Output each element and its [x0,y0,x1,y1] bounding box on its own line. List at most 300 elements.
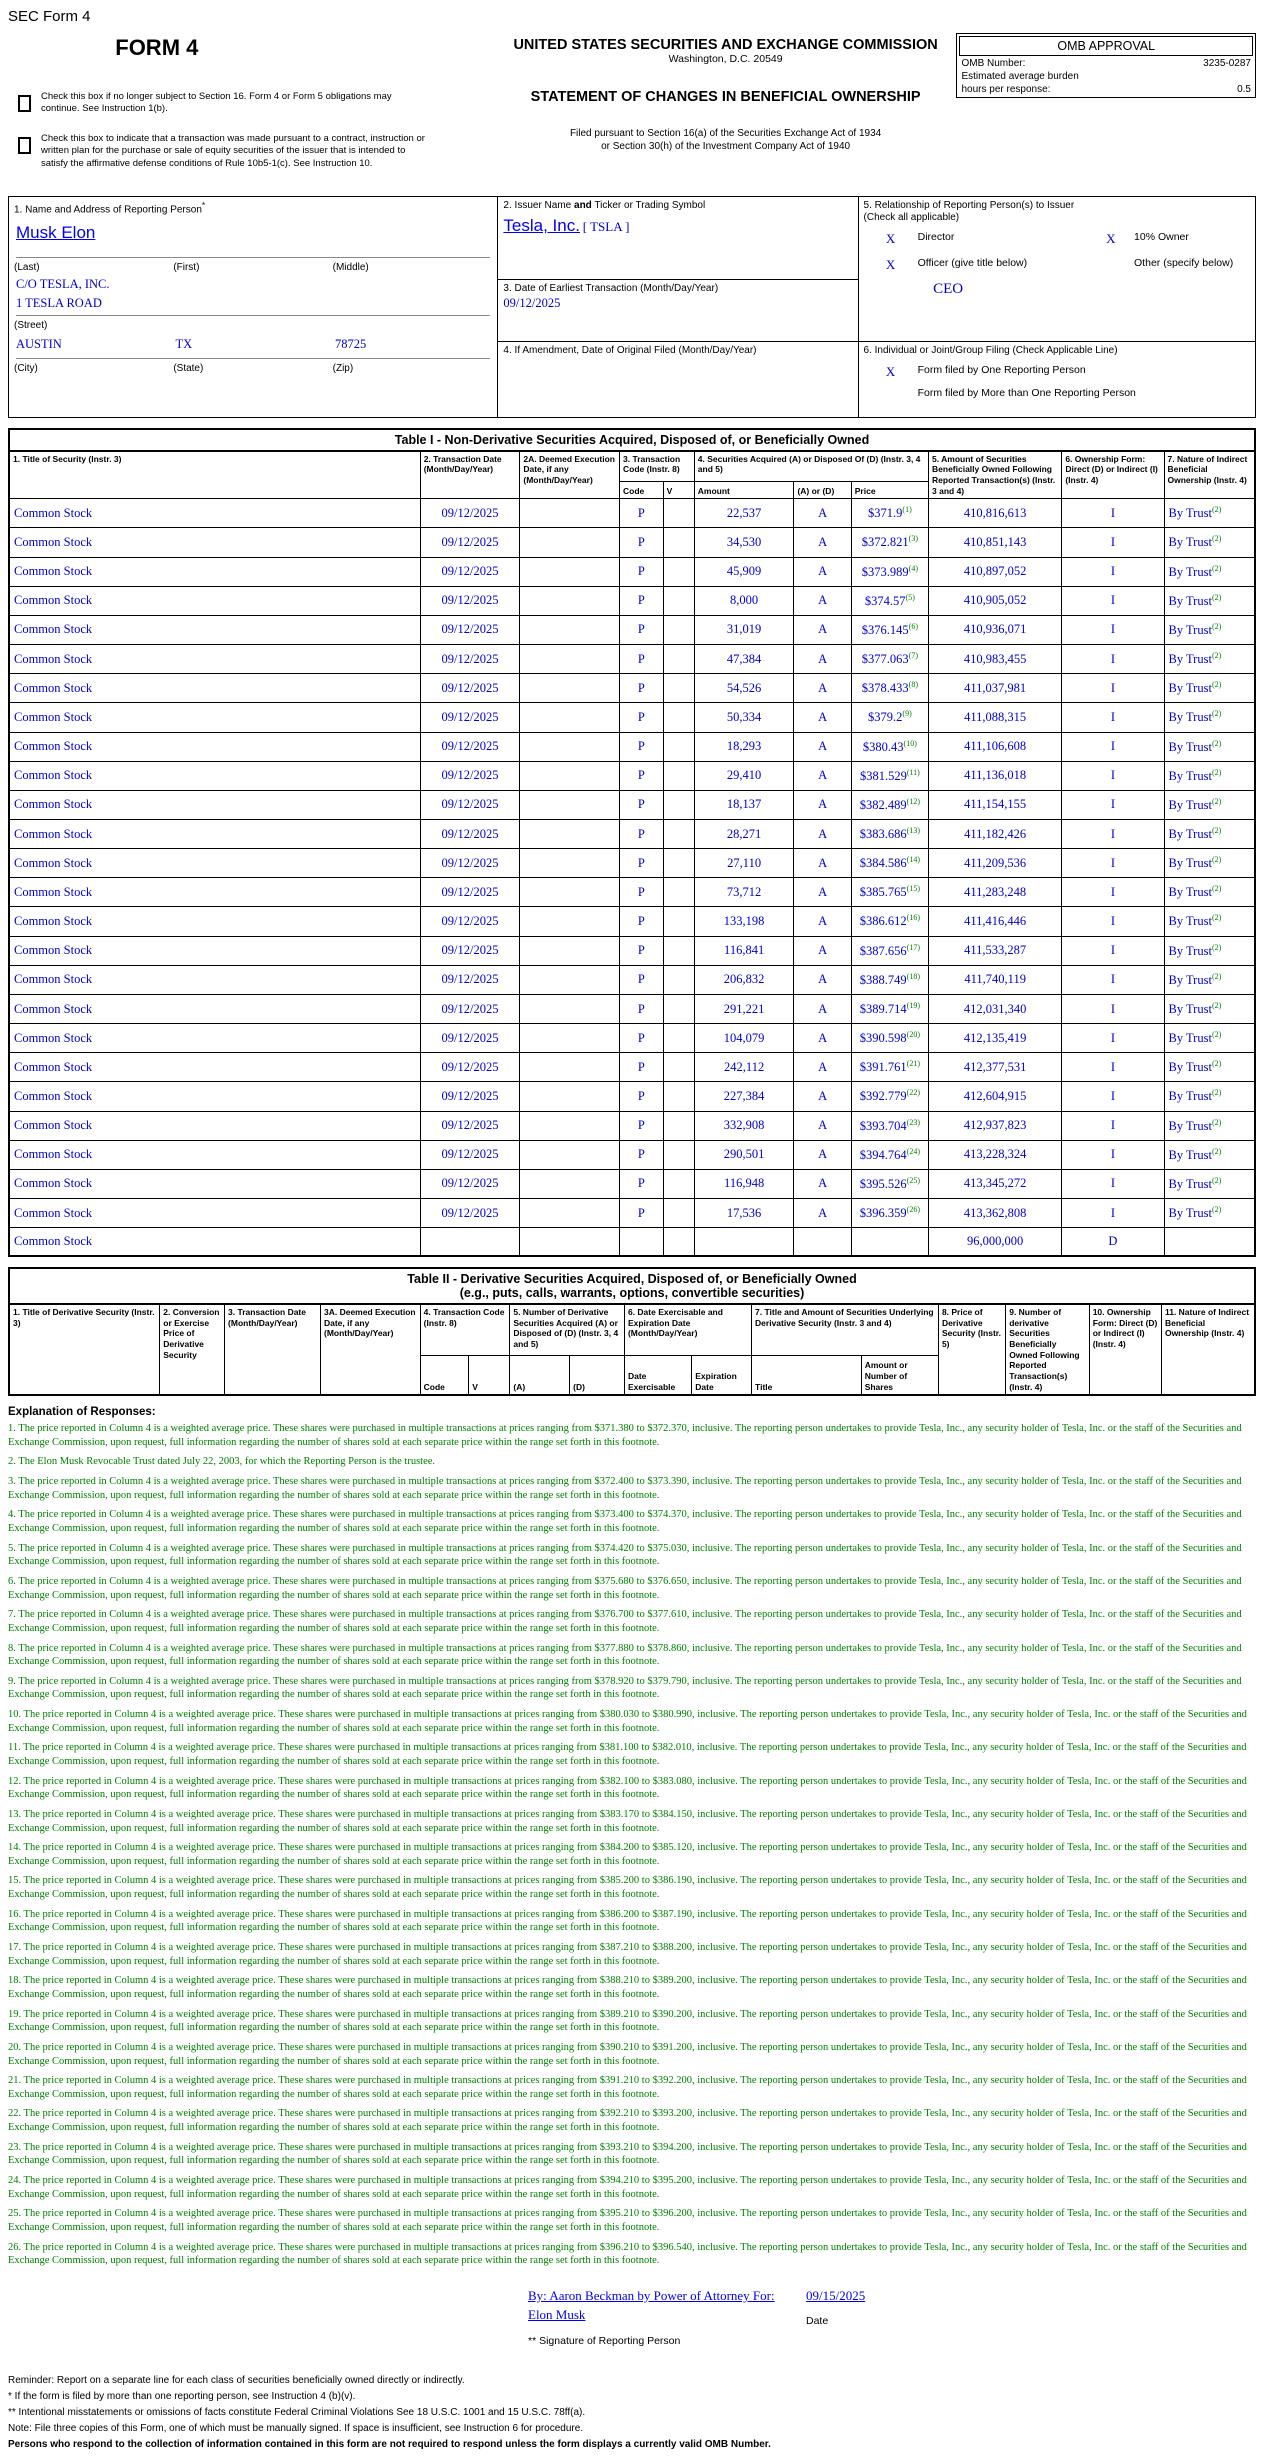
acquired-disposed-cell: A [794,1111,851,1140]
divider [16,358,490,359]
acquired-disposed-cell: A [794,615,851,644]
director-checkbox-mark[interactable]: X [885,230,896,246]
price-footnote-ref: (10) [903,738,917,748]
transaction-code-cell: P [620,1140,664,1169]
shares-owned-cell: 410,897,052 [929,557,1062,586]
amount-cell: 47,384 [694,645,794,674]
ownership-form-cell: I [1062,820,1164,849]
transaction-code-cell: P [620,820,664,849]
code-v-cell [663,878,694,907]
amount-cell: 8,000 [694,586,794,615]
table1-subheader-price: Price [851,481,928,499]
nature-of-ownership-cell: By Trust$^{(2)}$ [1164,732,1255,761]
commission-address: Washington, D.C. 20549 [668,53,783,65]
table1-row [9,965,1255,994]
footnote-9: 9. The price reported in Column 4 is a weighted average price. These shares were purchased in multiple transactions at prices ranging from $378.920 to $379.790, inclusive. The reporting person undertakes to provide Tesla, Inc., any security holder of Tesla, Inc. or the staff of the Securities and Exchange Commission, upon request, full information regarding the number of shares sold at each separate price within the range set forth in this footnote. [8,1675,1242,1701]
ownership-form-cell: I [1062,907,1164,936]
transaction-code-cell: P [620,528,664,557]
shares-owned-cell: 411,037,981 [929,674,1062,703]
security-title-cell: Common Stock [9,965,420,994]
nature-footnote-ref: (2) [1211,621,1222,631]
acquired-disposed-cell: A [794,820,851,849]
amount-cell: 50,334 [694,703,794,732]
table1-row [9,586,1255,615]
price-footnote-ref: (1) [902,505,912,515]
transaction-date-cell: 09/12/2025 [420,586,520,615]
nature-footnote-ref: (2) [1211,680,1222,690]
nature-of-ownership-cell: By Trust$^{(2)}$ [1164,586,1255,615]
table2-title-line1: Table II - Derivative Securities Acquired, Disposed of, or Beneficially Owned [407,1272,857,1287]
transaction-date-cell: 09/12/2025 [420,994,520,1023]
deemed-execution-date-cell [520,645,620,674]
rule10b5-checkbox-row [12,133,495,169]
footnote-1: 1. The price reported in Column 4 is a weighted average price. These shares were purchased in multiple transactions at prices ranging from $371.380 to $372.370, inclusive. The reporting person undertakes to provide Tesla, Inc., any security holder of Tesla, Inc. or the staff of the Securities and Exchange Commission, upon request, full information regarding the number of shares sold at each separate price within the range set forth in this footnote. [8,1423,1242,1448]
security-title-cell: Common Stock [9,761,420,790]
section16-checkbox-row [12,91,495,115]
table2-subheader-v: V [469,1355,510,1395]
price-cell: $389.714$^{(19)}$ [851,994,928,1023]
transaction-date-cell: 09/12/2025 [420,674,520,703]
transaction-date-cell: 09/12/2025 [420,936,520,965]
reporting-person-name-link[interactable]: Musk Elon [16,222,96,242]
acquired-disposed-cell: A [794,994,851,1023]
nature-of-ownership-cell: By Trust$^{(2)}$ [1164,1140,1255,1169]
table1-row [9,820,1255,849]
ownership-form-cell: I [1062,528,1164,557]
security-title-cell: Common Stock [9,586,420,615]
shares-owned-cell: 411,182,426 [929,820,1062,849]
deemed-execution-date-cell [520,1199,620,1228]
transaction-date-cell: 09/12/2025 [420,907,520,936]
price-footnote-ref: (11) [906,767,920,777]
nature-of-ownership-cell [1164,1228,1255,1257]
footnote-6: 6. The price reported in Column 4 is a weighted average price. These shares were purchased in multiple transactions at prices ranging from $375.680 to $376.650, inclusive. The reporting person undertakes to provide Tesla, Inc., any security holder of Tesla, Inc. or the staff of the Securities and Exchange Commission, upon request, full information regarding the number of shares sold at each separate price within the range set forth in this footnote. [8,1575,1242,1601]
shares-owned-cell: 411,106,608 [929,732,1062,761]
ownership-form-cell: I [1062,615,1164,644]
amount-cell: 116,948 [694,1169,794,1198]
table1-header-title-of-security: 1. Title of Security (Instr. 3) [9,451,420,499]
price-footnote-ref: (26) [906,1205,920,1215]
acquired-disposed-cell: A [794,703,851,732]
acquired-disposed-cell: A [794,1024,851,1053]
price-footnote-ref: (21) [906,1059,920,1069]
deemed-execution-date-cell [520,790,620,819]
code-v-cell [663,703,694,732]
table1-header-ownership-form: 6. Ownership Form: Direct (D) or Indirect (I) (Instr. 4) [1062,451,1164,499]
shares-owned-cell: 411,283,248 [929,878,1062,907]
price-footnote-ref: (17) [906,942,920,952]
amount-cell: 31,019 [694,615,794,644]
footnote-8: 8. The price reported in Column 4 is a weighted average price. These shares were purchased in multiple transactions at prices ranging from $377.880 to $378.860, inclusive. The reporting person undertakes to provide Tesla, Inc., any security holder of Tesla, Inc. or the staff of the Securities and Exchange Commission, upon request, full information regarding the number of shares sold at each separate price within the range set forth in this footnote. [8,1642,1242,1668]
ownership-form-cell: I [1062,557,1164,586]
section16-checkbox[interactable] [18,95,31,112]
table1-header-transaction-date: 2. Transaction Date (Month/Day/Year) [420,451,520,499]
deemed-execution-date-cell [520,732,620,761]
deemed-execution-date-cell [520,1140,620,1169]
code-v-cell [663,849,694,878]
nature-of-ownership-cell: By Trust$^{(2)}$ [1164,703,1255,732]
city-state-zip-values [14,333,492,354]
shares-owned-cell: 410,816,613 [929,499,1062,528]
nature-footnote-ref: (2) [1211,1000,1222,1010]
security-title-cell: Common Stock [9,703,420,732]
shares-owned-cell: 411,154,155 [929,790,1062,819]
code-v-cell [663,965,694,994]
amount-cell: 227,384 [694,1082,794,1111]
nature-footnote-ref: (2) [1211,826,1222,835]
amendment-section [497,341,857,417]
deemed-execution-date-cell [520,820,620,849]
table2-title [9,1268,1255,1304]
nature-of-ownership-cell: By Trust$^{(2)}$ [1164,761,1255,790]
relationship-options [864,231,1250,273]
footnote-list [8,1422,1256,2268]
transaction-date-cell: 09/12/2025 [420,645,520,674]
table2-header-number-derivative: 5. Number of Derivative Securities Acquired (A) or Disposed of (D) (Instr. 3, 4 and 5) [510,1304,625,1355]
transaction-date-cell: 09/12/2025 [420,528,520,557]
footer-remarks [8,2373,1256,2453]
ownership-form-cell: I [1062,674,1164,703]
price-cell: $386.612$^{(16)}$ [851,907,928,936]
ownership-form-cell: I [1062,936,1164,965]
security-title-cell: Common Stock [9,790,420,819]
filer-info-sections [8,196,1256,418]
deemed-execution-date-cell [520,674,620,703]
shares-owned-cell: 413,362,808 [929,1199,1062,1228]
ownership-form-cell: I [1062,1024,1164,1053]
transaction-date-cell: 09/12/2025 [420,1169,520,1198]
transaction-code-cell: P [620,615,664,644]
page-heading: SEC Form 4 [8,8,91,25]
filing-more-persons-checkbox-mark[interactable] [864,387,918,399]
table1-row [9,1082,1255,1111]
transaction-code-cell: P [620,936,664,965]
signature-date-label: Date [806,2315,829,2328]
amount-cell: 73,712 [694,878,794,907]
ownership-form-cell: I [1062,761,1164,790]
reporting-person-label: 1. Name and Address of Reporting Person* [14,199,206,216]
star-note: * If the form is filed by more than one reporting person, see Instruction 4 (b)(v). [8,2390,356,2402]
price-footnote-ref: (7) [908,651,918,661]
earliest-transaction-section [497,279,857,341]
table1-header-securities-acquired: 4. Securities Acquired (A) or Disposed Of (D) (Instr. 3, 4 and 5) [694,451,928,481]
footnote-25: 25. The price reported in Column 4 is a weighted average price. These shares were purchased in multiple transactions at prices ranging from $395.210 to $396.200, inclusive. The reporting person undertakes to provide Tesla, Inc., any security holder of Tesla, Inc. or the staff of the Securities and Exchange Commission, upon request, full information regarding the number of shares sold at each separate price within the range set forth in this footnote. [8,2208,1247,2233]
acquired-disposed-cell [794,1228,851,1257]
amount-cell [694,1228,794,1257]
officer-checkbox-mark[interactable]: X [885,256,896,272]
shares-owned-cell: 412,377,531 [929,1053,1062,1082]
security-title-cell: Common Stock [9,645,420,674]
transaction-code-cell: P [620,878,664,907]
footnote-15: 15. The price reported in Column 4 is a weighted average price. These shares were purchased in multiple transactions at prices ranging from $385.200 to $386.190, inclusive. The reporting person undertakes to provide Tesla, Inc., any security holder of Tesla, Inc. or the staff of the Securities and Exchange Commission, upon request, full information regarding the number of shares sold at each separate price within the range set forth in this footnote. [8,1875,1247,1901]
city-label: (City) [14,362,38,374]
deemed-execution-date-cell [520,499,620,528]
omb-approval-title: OMB APPROVAL [959,36,1253,56]
code-v-cell [663,615,694,644]
deemed-execution-date-cell [520,1228,620,1257]
transaction-date-cell: 09/12/2025 [420,761,520,790]
security-title-cell: Common Stock [9,557,420,586]
omb-number-label: OMB Number: [961,58,1026,69]
footnote-14: 14. The price reported in Column 4 is a weighted average price. These shares were purchased in multiple transactions at prices ranging from $384.200 to $385.120, inclusive. The reporting person undertakes to provide Tesla, Inc., any security holder of Tesla, Inc. or the staff of the Securities and Exchange Commission, upon request, full information regarding the number of shares sold at each separate price within the range set forth in this footnote. [8,1842,1247,1867]
nature-footnote-ref: (2) [1211,1205,1222,1215]
deemed-execution-date-cell [520,703,620,732]
acquired-disposed-cell: A [794,732,851,761]
ownership-form-cell: I [1062,849,1164,878]
ten-percent-owner-checkbox-mark[interactable]: X [1106,230,1116,246]
price-footnote-ref: (5) [905,592,915,602]
ownership-form-cell: I [1062,965,1164,994]
issuer-label: 2. Issuer Name and Ticker or Trading Symbol [503,199,706,211]
deemed-execution-date-cell [520,557,620,586]
table2-subheader-title: Title [752,1355,862,1395]
nature-of-ownership-cell: By Trust$^{(2)}$ [1164,1053,1255,1082]
table2-header-title-derivative: 1. Title of Derivative Security (Instr. 3) [9,1304,160,1395]
price-cell: $385.765$^{(15)}$ [851,878,928,907]
issuer-section [497,197,857,279]
director-label: Director [917,230,955,243]
table2-subheader-code: Code [420,1355,469,1395]
deemed-execution-date-cell [520,1024,620,1053]
footnote-24: 24. The price reported in Column 4 is a weighted average price. These shares were purchased in multiple transactions at prices ranging from $394.210 to $395.200, inclusive. The reporting person undertakes to provide Tesla, Inc., any security holder of Tesla, Inc. or the staff of the Securities and Exchange Commission, upon request, full information regarding the number of shares sold at each separate price within the range set forth in this footnote. [8,2175,1247,2200]
nature-of-ownership-cell: By Trust$^{(2)}$ [1164,878,1255,907]
ownership-form-cell: I [1062,586,1164,615]
shares-owned-cell: 410,983,455 [929,645,1062,674]
omb-approval-box [956,33,1256,98]
shares-owned-cell: 412,937,823 [929,1111,1062,1140]
filing-more-persons-label: Form filed by More than One Reporting Person [917,387,1136,400]
nature-footnote-ref: (2) [1211,738,1222,748]
transaction-code-cell: P [620,674,664,703]
table2-subheader-a: (A) [510,1355,570,1395]
transaction-code-cell: P [620,1199,664,1228]
code-v-cell [663,1053,694,1082]
price-footnote-ref: (22) [906,1088,920,1098]
table2-subheader-date-exercisable: Date Exercisable [624,1355,691,1395]
amount-cell: 291,221 [694,994,794,1023]
table1-row [9,528,1255,557]
filing-one-person-checkbox-mark[interactable]: X [885,364,896,380]
shares-owned-cell: 96,000,000 [929,1228,1062,1257]
nature-of-ownership-cell: By Trust$^{(2)}$ [1164,528,1255,557]
code-v-cell [663,761,694,790]
transaction-code-cell: P [620,586,664,615]
transaction-code-cell: P [620,1024,664,1053]
nature-footnote-ref: (2) [1211,709,1222,719]
footnote-23: 23. The price reported in Column 4 is a weighted average price. These shares were purchased in multiple transactions at prices ranging from $393.210 to $394.200, inclusive. The reporting person undertakes to provide Tesla, Inc., any security holder of Tesla, Inc. or the staff of the Securities and Exchange Commission, upon request, full information regarding the number of shares sold at each separate price within the range set forth in this footnote. [8,2141,1247,2167]
nature-footnote-ref: (2) [1211,942,1222,952]
amount-cell: 18,293 [694,732,794,761]
footnote-17: 17. The price reported in Column 4 is a weighted average price. These shares were purchased in multiple transactions at prices ranging from $387.210 to $388.200, inclusive. The reporting person undertakes to provide Tesla, Inc., any security holder of Tesla, Inc. or the staff of the Securities and Exchange Commission, upon request, full information regarding the number of shares sold at each separate price within the range set forth in this footnote. [8,1942,1247,1967]
omb-burden-row2 [959,82,1253,95]
price-cell: $373.989$^{(4)}$ [851,557,928,586]
issuer-name-link[interactable]: Tesla, Inc. [503,216,580,236]
ten-percent-owner-label: 10% Owner [1134,230,1189,243]
price-cell: $377.063$^{(7)}$ [851,645,928,674]
deemed-execution-date-cell [520,849,620,878]
table1-row [9,790,1255,819]
nature-of-ownership-cell: By Trust$^{(2)}$ [1164,615,1255,644]
divider [16,257,490,258]
first-label: (First) [173,261,200,273]
amount-cell: 133,198 [694,907,794,936]
price-cell: $381.529$^{(11)}$ [851,761,928,790]
transaction-code-cell: P [620,557,664,586]
acquired-disposed-cell: A [794,849,851,878]
table1-header-amount-owned: 5. Amount of Securities Beneficially Owned Following Reported Transaction(s) (Instr. 3 and 4) [929,451,1062,499]
footnote-20: 20. The price reported in Column 4 is a weighted average price. These shares were purchased in multiple transactions at prices ranging from $390.210 to $391.200, inclusive. The reporting person undertakes to provide Tesla, Inc., any security holder of Tesla, Inc. or the staff of the Securities and Exchange Commission, upon request, full information regarding the number of shares sold at each separate price within the range set forth in this footnote. [8,2041,1247,2067]
table1-subheader-amount: Amount [694,481,794,499]
price-cell: $391.761$^{(21)}$ [851,1053,928,1082]
nature-footnote-ref: (2) [1211,884,1222,894]
price-cell: $372.821$^{(3)}$ [851,528,928,557]
deemed-execution-date-cell [520,907,620,936]
footnote-11: 11. The price reported in Column 4 is a weighted average price. These shares were purchased in multiple transactions at prices ranging from $381.100 to $382.010, inclusive. The reporting person undertakes to provide Tesla, Inc., any security holder of Tesla, Inc. or the staff of the Securities and Exchange Commission, upon request, full information regarding the number of shares sold at each separate price within the range set forth in this footnote. [8,1742,1247,1767]
transaction-date-cell: 09/12/2025 [420,820,520,849]
ownership-form-cell: I [1062,878,1164,907]
price-footnote-ref: (20) [906,1030,920,1040]
security-title-cell: Common Stock [9,849,420,878]
price-cell: $392.779$^{(22)}$ [851,1082,928,1111]
price-cell: $395.526$^{(25)}$ [851,1169,928,1198]
security-title-cell: Common Stock [9,994,420,1023]
transaction-code-cell: P [620,499,664,528]
transaction-code-cell: P [620,994,664,1023]
form-header [8,29,1256,188]
transaction-date-cell: 09/12/2025 [420,703,520,732]
footnote-16: 16. The price reported in Column 4 is a weighted average price. These shares were purchased in multiple transactions at prices ranging from $386.200 to $387.190, inclusive. The reporting person undertakes to provide Tesla, Inc., any security holder of Tesla, Inc. or the staff of the Securities and Exchange Commission, upon request, full information regarding the number of shares sold at each separate price within the range set forth in this footnote. [8,1908,1247,1934]
table2-subheader-d: (D) [570,1355,625,1395]
street-label-row [14,320,492,331]
security-title-cell: Common Stock [9,615,420,644]
shares-owned-cell: 410,936,071 [929,615,1062,644]
ownership-form-cell: I [1062,499,1164,528]
price-footnote-ref: (19) [906,1000,920,1010]
relationship-section [858,197,1255,341]
officer-title-value: CEO [933,280,964,297]
table2-header-price-derivative: 8. Price of Derivative Security (Instr. 5) [938,1304,1005,1395]
acquired-disposed-cell: A [794,1169,851,1198]
amount-cell: 18,137 [694,790,794,819]
deemed-execution-date-cell [520,1111,620,1140]
table1-non-derivative [8,428,1256,1257]
filing-type-label: 6. Individual or Joint/Group Filing (Check Applicable Line) [863,344,1118,356]
code-v-cell [663,994,694,1023]
nature-of-ownership-cell: By Trust$^{(2)}$ [1164,645,1255,674]
table1-subheader-v: V [663,481,694,499]
deemed-execution-date-cell [520,994,620,1023]
divider [16,315,490,316]
ownership-form-cell: I [1062,1053,1164,1082]
price-cell: $382.489$^{(12)}$ [851,790,928,819]
security-title-cell: Common Stock [9,1228,420,1257]
price-cell: $388.749$^{(18)}$ [851,965,928,994]
rule10b5-checkbox[interactable] [18,137,31,154]
deemed-execution-date-cell [520,1082,620,1111]
state-value: TX [175,336,193,351]
amount-cell: 54,526 [694,674,794,703]
transaction-code-cell: P [620,645,664,674]
address-line1: C/O TESLA, INC. [16,276,110,291]
transaction-date-cell: 09/12/2025 [420,849,520,878]
transaction-code-cell: P [620,761,664,790]
transaction-code-cell: P [620,849,664,878]
security-title-cell: Common Stock [9,820,420,849]
nature-footnote-ref: (2) [1211,563,1222,573]
signature-date-link[interactable]: 09/15/2025 [806,2287,866,2303]
transaction-code-cell: P [620,1111,664,1140]
statement-title: STATEMENT OF CHANGES IN BENEFICIAL OWNERSHIP [530,89,921,105]
table1-row [9,1228,1255,1257]
ownership-form-cell: I [1062,1140,1164,1169]
form-header-center [495,29,957,188]
transaction-code-cell: P [620,907,664,936]
table2-header-row [9,1304,1255,1355]
acquired-disposed-cell: A [794,1082,851,1111]
nature-footnote-ref: (2) [1211,1088,1222,1098]
price-footnote-ref: (6) [908,621,918,631]
other-checkbox-mark[interactable] [1088,257,1134,273]
amount-cell: 29,410 [694,761,794,790]
nature-footnote-ref: (2) [1211,592,1222,602]
table1-row [9,761,1255,790]
signature-area [528,2286,1256,2347]
last-label: (Last) [14,261,40,273]
deemed-execution-date-cell [520,1053,620,1082]
shares-owned-cell: 412,031,340 [929,994,1062,1023]
security-title-cell: Common Stock [9,878,420,907]
transaction-date-cell: 09/12/2025 [420,615,520,644]
file-copies-note: Note: File three copies of this Form, one of which must be manually signed. If space is insufficient, see Instruction 6 for procedure. [8,2422,584,2434]
price-cell: $394.764$^{(24)}$ [851,1140,928,1169]
signature-link[interactable]: By: Aaron Beckman by Power of Attorney For: Elon Musk [528,2287,775,2323]
nature-footnote-ref: (2) [1211,971,1222,981]
code-v-cell [663,1140,694,1169]
nature-of-ownership-cell: By Trust$^{(2)}$ [1164,1024,1255,1053]
security-title-cell: Common Stock [9,936,420,965]
acquired-disposed-cell: A [794,674,851,703]
table2-header-ownership-form: 10. Ownership Form: Direct (D) or Indirect (I) (Instr. 4) [1089,1304,1161,1395]
nature-of-ownership-cell: By Trust$^{(2)}$ [1164,820,1255,849]
footnote-3: 3. The price reported in Column 4 is a weighted average price. These shares were purchased in multiple transactions at prices ranging from $372.400 to $373.390, inclusive. The reporting person undertakes to provide Tesla, Inc., any security holder of Tesla, Inc. or the staff of the Securities and Exchange Commission, upon request, full information regarding the number of shares sold at each separate price within the range set forth in this footnote. [8,1476,1242,1501]
transaction-code-cell: P [620,732,664,761]
price-cell: $393.704$^{(23)}$ [851,1111,928,1140]
security-title-cell: Common Stock [9,907,420,936]
security-title-cell: Common Stock [9,1053,420,1082]
table1-row [9,1140,1255,1169]
amount-cell: 22,537 [694,499,794,528]
nature-footnote-ref: (2) [1211,913,1222,923]
nature-footnote-ref: (2) [1211,855,1222,865]
reporting-person-asterisk: * [201,199,206,210]
acquired-disposed-cell: A [794,790,851,819]
table1-row [9,703,1255,732]
table2-header-transaction-code: 4. Transaction Code (Instr. 8) [420,1304,510,1355]
acquired-disposed-cell: A [794,965,851,994]
section16-checkbox-label: Check this box if no longer subject to Section 16. Form 4 or Form 5 obligations may continue. See Instruction 1(b). [41,91,392,115]
code-v-cell [663,645,694,674]
ownership-form-cell: D [1062,1228,1164,1257]
nature-footnote-ref: (2) [1211,1146,1222,1156]
security-title-cell: Common Stock [9,1199,420,1228]
city-value: AUSTIN [16,336,62,351]
table1-row [9,1199,1255,1228]
ownership-form-cell: I [1062,790,1164,819]
table1-header-deemed-execution-date: 2A. Deemed Execution Date, if any (Month/Day/Year) [520,451,620,499]
deemed-execution-date-cell [520,586,620,615]
security-title-cell: Common Stock [9,528,420,557]
nature-footnote-ref: (2) [1211,534,1222,544]
